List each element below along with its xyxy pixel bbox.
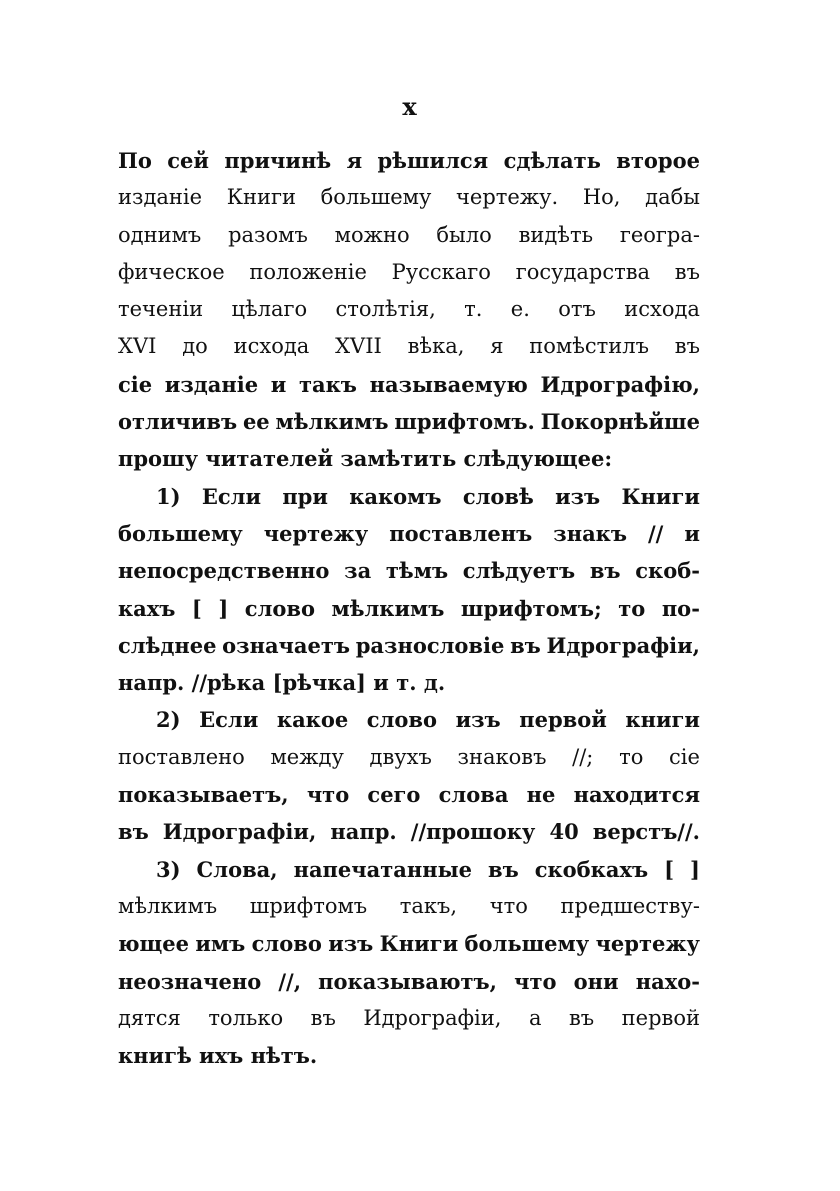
text-line-24 [118, 1000, 700, 1037]
text-line-15 [118, 664, 700, 701]
line-text: непосредственно за тѣмъ слѣдуетъ въ скоб- [118, 558, 700, 584]
text-line-11 [118, 515, 700, 552]
text-line-10 [118, 478, 700, 515]
text-line-23 [118, 963, 700, 1000]
line-text: отличивъ ее мѣлкимъ шрифтомъ. Покорнѣйше [118, 409, 700, 435]
text-line-21 [118, 888, 700, 925]
text-line-5 [118, 291, 700, 328]
text-line-8 [118, 403, 700, 440]
line-text: По сей причинѣ я рѣшился сдѣлать второе [118, 148, 700, 173]
line-text: 3) Слова, напечатанные въ скобкахъ [ ] [156, 856, 700, 882]
text-line-14 [118, 627, 700, 664]
text-line-19 [118, 813, 700, 850]
text-line-16 [118, 701, 700, 738]
line-text: кахъ [ ] слово мѣлкимъ шрифтомъ; то по- [118, 595, 700, 621]
line-text: мѣлкимъ шрифтомъ такъ, что предшеству- [118, 893, 700, 918]
text-line-7 [118, 366, 700, 403]
text-line-18 [118, 776, 700, 813]
line-text: 2) Если какое слово изъ первой книги [156, 707, 700, 733]
line-text: ющее имъ слово изъ Книги большему чертежу [118, 931, 700, 957]
text-block [118, 142, 700, 1074]
text-line-6 [118, 328, 700, 365]
line-text: показываетъ, что сего слова не находится [118, 782, 700, 808]
text-line-25 [118, 1037, 700, 1074]
line-text: неозначено //, показываютъ, что они нахо- [118, 968, 700, 994]
line-text: фическое положеніе Русскаго государства въ [118, 259, 700, 284]
text-line-22 [118, 925, 700, 962]
line-text: слѣднее означаетъ разнословіе въ Идрографіи, [118, 632, 700, 658]
line-text: прошу читателей замѣтить слѣдующее: [118, 446, 613, 472]
line-text: поставлено между двухъ знаковъ //; то сіе [118, 744, 700, 769]
text-line-20 [118, 851, 700, 888]
line-text: теченіи цѣлаго столѣтія, т. е. отъ исхода [118, 297, 700, 322]
line-text: дятся только въ Идрографіи, а въ первой [118, 1005, 700, 1030]
line-text: сіе изданіе и такъ называемую Идрографію, [118, 371, 700, 397]
text-line-3 [118, 217, 700, 254]
page-number: x [402, 92, 418, 121]
line-text: изданіе Книги большему чертежу. Но, дабы [118, 185, 700, 210]
line-text: напр. //рѣка [рѣчка] и т. д. [118, 670, 446, 696]
line-text: большему чертежу поставленъ знакъ // и [118, 520, 700, 546]
text-line-2 [118, 179, 700, 216]
text-line-4 [118, 254, 700, 291]
line-text: 1) Если при какомъ словѣ изъ Книги [156, 483, 700, 509]
line-text: XVI до исхода XVII вѣка, я помѣстилъ въ [118, 334, 700, 359]
line-text: книгѣ ихъ нѣтъ. [118, 1043, 318, 1069]
text-line-1 [118, 142, 700, 179]
text-line-13 [118, 590, 700, 627]
line-text: въ Идрографіи, напр. //прошоку 40 верстъ//. [118, 819, 700, 845]
text-line-9 [118, 440, 700, 477]
text-line-12 [118, 552, 700, 589]
text-line-17 [118, 739, 700, 776]
line-text: однимъ разомъ можно было видѣть геогра- [118, 222, 700, 247]
